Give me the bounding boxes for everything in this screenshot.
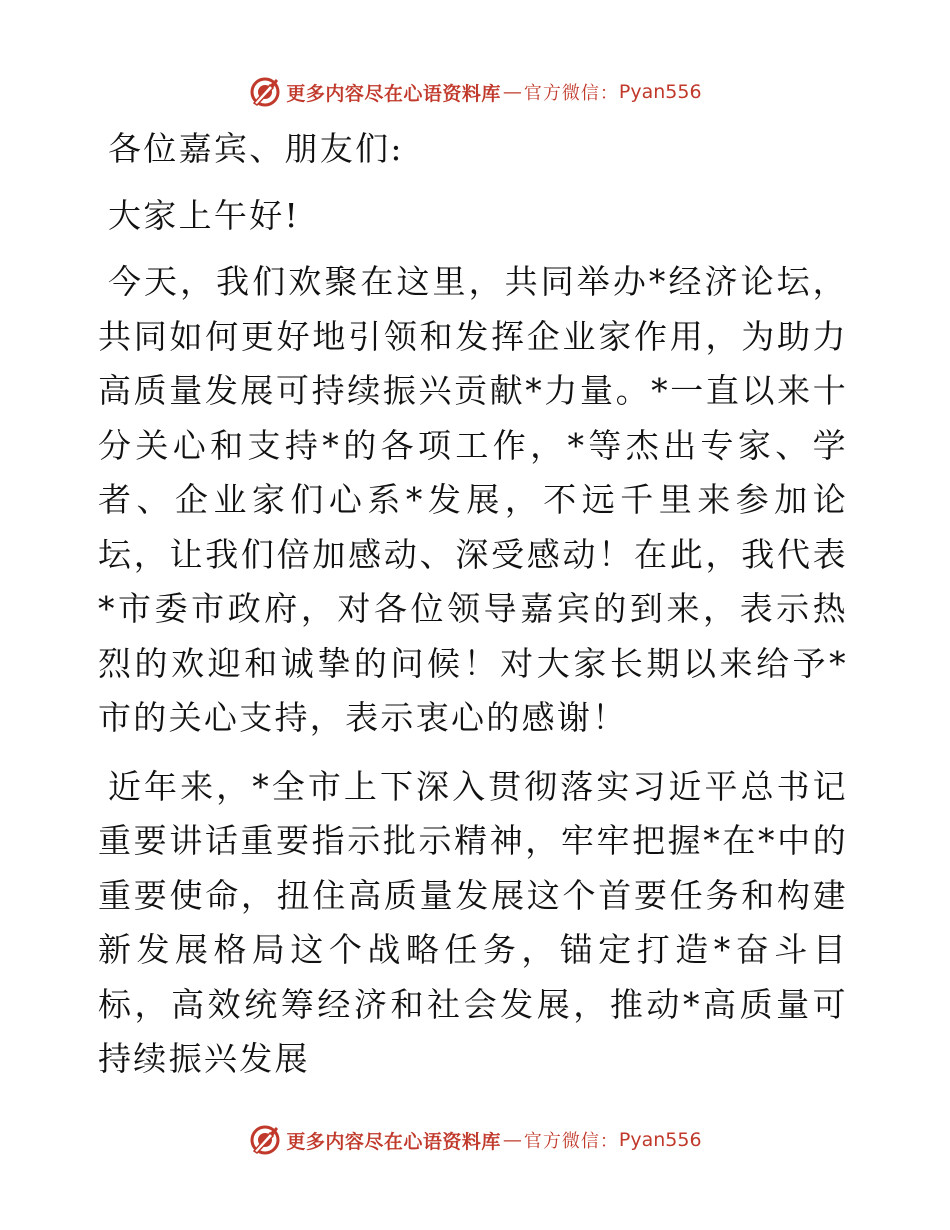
red-quill-circle-icon (248, 75, 282, 109)
brand-text: 更多内容尽在心语资料库 (286, 82, 501, 105)
document-body (98, 122, 848, 1101)
brand-text: 更多内容尽在心语资料库 (286, 1130, 501, 1153)
paragraph-2: 近年来，*全市上下深入贯彻落实习近平总书记重要讲话重要指示批示精神，牢牢把握*在*中的重要使命，扭住高质量发展这个首要任务和构建新发展格局这个战略任务，锚定打造*奋斗目标，高效统筹经济和社会发展，推动*高质量可持续振兴发展 (98, 766, 848, 1078)
paragraph-1: 今天，我们欢聚在这里，共同举办*经济论坛，共同如何更好地引领和发挥企业家作用，为助力高质量发展可持续振兴贡献*力量。*一直以来十分关心和支持*的各项工作，*等杰出专家、学者、企业家们心系*发展，不远千里来参加论坛，让我们倍加感动、深受感动！在此，我代表*市委市政府，对各位领导嘉宾的到来，表示热烈的欢迎和诚挚的问候！对大家长期以来给予*市的关心支持，表示衷心的感谢！ (98, 262, 848, 737)
wechat-id: Pyan556 (618, 1129, 702, 1151)
banner-dash: — (502, 81, 522, 103)
wechat-id: Pyan556 (618, 81, 702, 103)
header-watermark-banner (0, 72, 950, 112)
footer-watermark-banner (0, 1120, 950, 1160)
salutation: 各位嘉宾、朋友们: (108, 129, 404, 168)
greeting: 大家上午好! (108, 195, 301, 235)
wechat-label: 官方微信： (523, 1131, 619, 1152)
wechat-label: 官方微信： (523, 83, 619, 104)
banner-dash: — (502, 1129, 522, 1151)
red-quill-circle-icon (248, 1123, 282, 1157)
